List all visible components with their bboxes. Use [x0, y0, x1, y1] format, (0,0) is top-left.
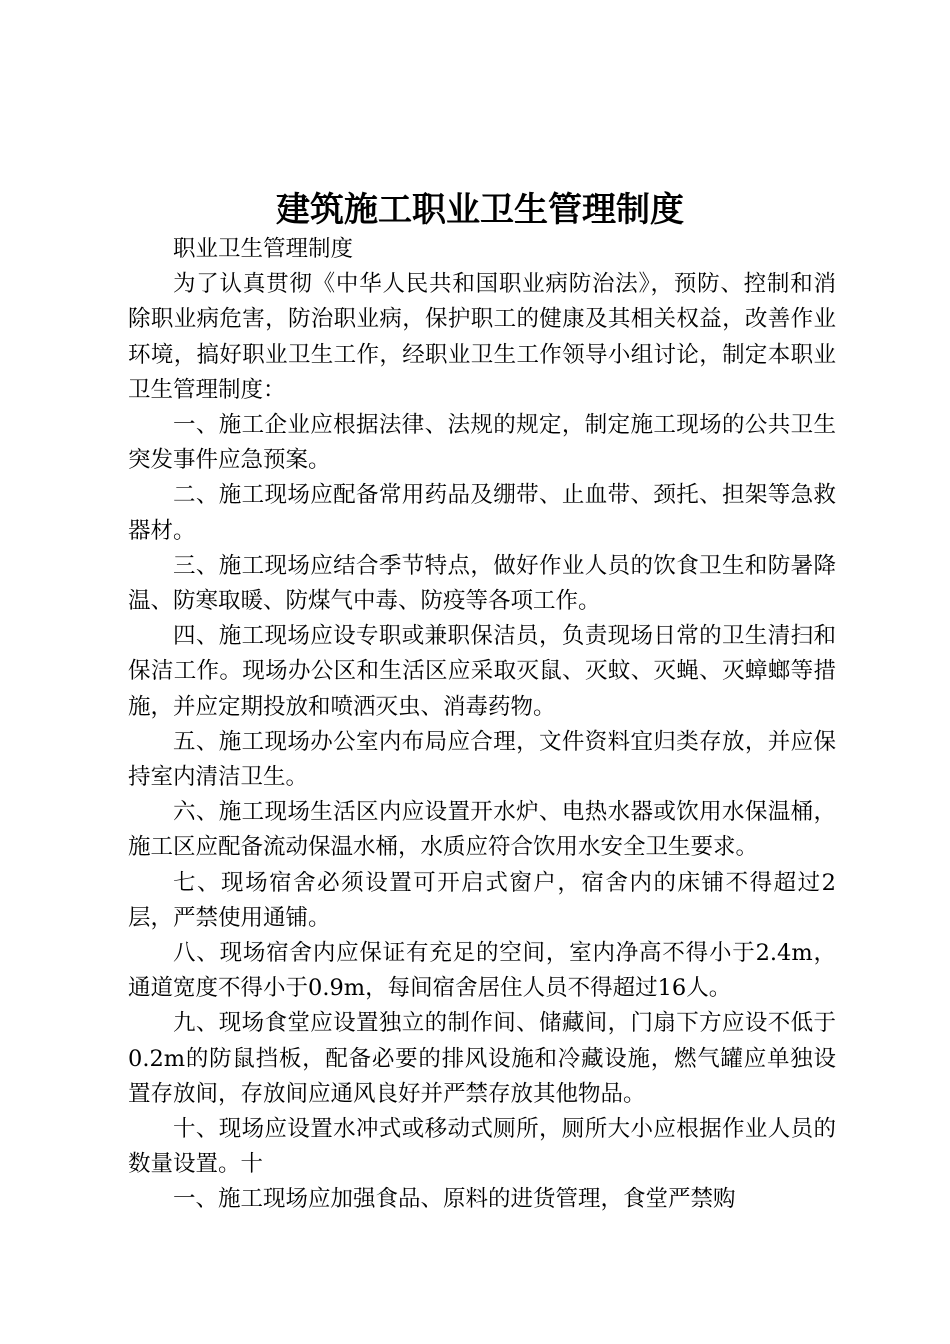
paragraph-item-9: 九、现场食堂应设置独立的制作间、储藏间，门扇下方应设不低于0.2m的防鼠挡板，配备必要的排风设施和冷藏设施，燃气罐应单独设置存放间，存放间应通风良好并严禁存放其他物品。 — [128, 1010, 836, 1107]
paragraph-item-3: 三、施工现场应结合季节特点，做好作业人员的饮食卫生和防暑降温、防寒取暖、防煤气中毒、防疫等各项工作。 — [128, 552, 836, 615]
paragraph-item-1: 一、施工企业应根据法律、法规的规定，制定施工现场的公共卫生突发事件应急预案。 — [128, 412, 836, 474]
paragraph-item-11: 一、施工现场应加强食品、原料的进货管理，食堂严禁购 — [173, 1186, 736, 1213]
paragraph-item-5: 五、施工现场办公室内布局应合理，文件资料宜归类存放，并应保持室内清洁卫生。 — [128, 728, 836, 791]
paragraph-item-8: 八、现场宿舍内应保证有充足的空间，室内净高不得小于2.4m，通道宽度不得小于0.9m，每间宿舍居住人员不得超过16人。 — [128, 940, 836, 1002]
paragraph-item-6: 六、施工现场生活区内应设置开水炉、电热水器或饮用水保温桶，施工区应配备流动保温水桶，水质应符合饮用水安全卫生要求。 — [128, 799, 836, 861]
paragraph-item-7: 七、现场宿舍必须设置可开启式窗户，宿舍内的床铺不得超过2层，严禁使用通铺。 — [128, 869, 836, 931]
paragraph-intro: 为了认真贯彻《中华人民共和国职业病防治法》，预防、控制和消除职业病危害，防治职业病，保护职工的健康及其相关权益，改善作业环境，搞好职业卫生工作，经职业卫生工作领导小组讨论，制定本职业卫生管理制度： — [128, 271, 836, 403]
document-title: 建筑施工职业卫生管理制度 — [276, 190, 684, 230]
paragraph-item-2: 二、施工现场应配备常用药品及绷带、止血带、颈托、担架等急救器材。 — [128, 482, 836, 544]
document-body — [128, 232, 836, 1218]
paragraph-item-4: 四、施工现场应设专职或兼职保洁员，负责现场日常的卫生清扫和保洁工作。现场办公区和生活区应采取灭鼠、灭蚊、灭蝇、灭蟑螂等措施，并应定期投放和喷洒灭虫、消毒药物。 — [128, 623, 836, 720]
paragraph-item-10: 十、现场应设置水冲式或移动式厕所，厕所大小应根据作业人员的数量设置。十 — [128, 1116, 836, 1178]
paragraph-subtitle: 职业卫生管理制度 — [173, 236, 354, 262]
